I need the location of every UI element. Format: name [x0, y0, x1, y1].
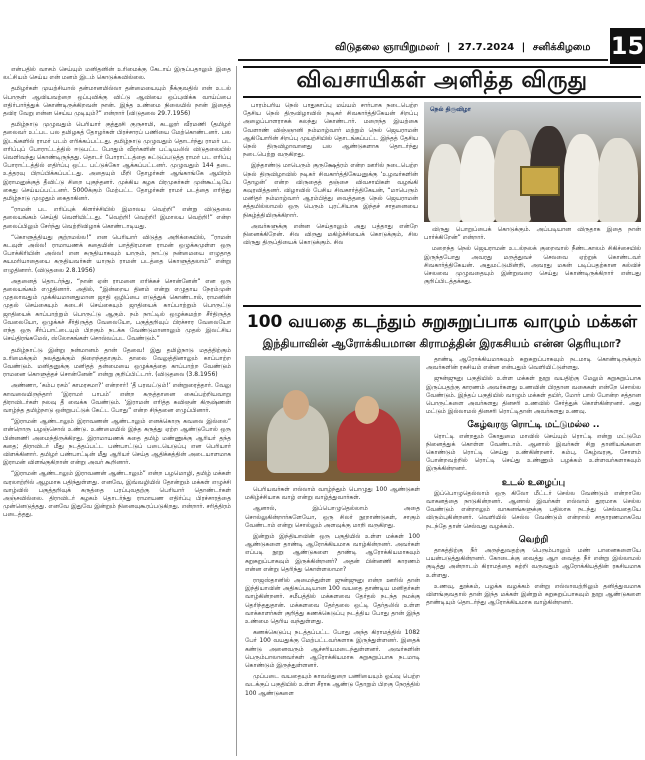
section-heading: உடல் உழைப்பு: [501, 477, 566, 488]
paragraph: அவர்களுக்கு என்ன செய்தாலும் அது பத்தாது என்றே நினைக்கிறேன். சில விருது மகிழ்ச்சியைக் கொடுக்கும், சில விருது திருப்தியைக் கொடுக்கும். சில: [243, 222, 418, 247]
section-heading: கேழ்வரகு ரொட்டி மட்டுமல்ல ..: [467, 420, 600, 431]
paragraph: உணவு, தூக்கம், பழக்க வழக்கம் என்று எல்லாவற்றிலும் தனித்துவமாக விளங்குவதால் தான் இந்த மக்கள் இன்றும் சுறுசுறுப்பாகவும் நூறு ஆண்டுகளை தாண்டியும் தொடர்ந்து ஆரோக்கியமாக வாழ்கின்றனர்.: [426, 582, 641, 607]
paragraph: விருது பொறுப்பைக் கொடுக்கும். அப்படியான விருதாக இதை நான் பார்க்கிறேன்” என்றார்.: [424, 226, 641, 242]
paragraph: என்பதில் வாசம் செய்யும் மனிதனின் உரிமைக்கு கேடாய் இருப்பதாலும் இதை லட்சியம் செய்ய என் மனம் இடம் கொடுக்கவில்லை.: [3, 66, 231, 82]
paragraph: தாகத்திற்கு நீர் அருந்துவதற்கு பெரும்பாலும் மண் பானைகளையே பயன்படுத்துகின்றனர். கோடைக்கு வைத்து ஆற வைத்த நீர் என்று இல்லாமல் குடித்து அன்றாடம் கிராமத்தை சுற்றி வருவதும் ஆரோக்கியத்தின் ரகசியமாக உள்ளது.: [426, 547, 641, 579]
paragraph: இப்பொழுதெல்லாம் ஒரு கிலோ மீட்டர் செல்ல வேண்டும் என்றாலே வாகனத்தை நாடுகின்றனர். ஆனால் இவர்கள் எல்லாம் தூரமாக செல்ல வேண்டும் என்றாலும் வாகனங்களுக்கு பதிலாக நடந்து செல்வதையே விரும்புகின்றனர். வெளியில் செல்ல வேண்டும் என்றால் சாதாரணமாகவே நடந்தே தான் செல்வது வழக்கம்.: [426, 489, 641, 530]
paragraph: ஜுன்ஜுனு பகுதியில் உள்ள மக்கள் நூறு வயதிற்கு மேலும் சுறுசுறுப்பாக இருப்பதற்கு காரணம் அவர்களது உணவின் பிரதான வகைகள் என்றே சொல்ல வேண்டும். இந்தப் பகுதியில் வாழும் மக்கள் தயிர், மோர் பால் போன்ற சத்தான பொருட்களை அவர்களது தினசரி உணவில் சேர்த்துக் கொள்கின்றனர். அது மட்டும் இல்லாமல் தினசரி ரொட்டிதான் அவர்களது உணவு.: [426, 375, 641, 416]
masthead-rule: [238, 59, 608, 61]
award-plaque: [520, 166, 560, 196]
issue-date: 27.7.2024: [457, 42, 515, 53]
paragraph: “ராமன் பட எரிப்புக் கிளர்ச்சியில் இமாலய வெற்றி” என்று விடுதலை தலையங்கம் செய்தி வெளியிட்டது. “வெற்றி! வெற்றி! இமாலய வெற்றி!” என்ற தலைப்பிலும் சேர்ந்து வெற்றிவிழாக் கொண்டாடியது.: [3, 206, 231, 230]
paragraph: “கொளுத்தியது குற்றமல்ல!” என பெரியார் விடுத்த அறிக்கையில், “ராமன் கடவுள் அல்ல! ராமாயணக் கதையின் பாத்திரமான ராமன் ஒழுக்கமுள்ள ஒரு போக்கிரியின் அல்ல! என சுருதியாகவும் யாரும், நாட்டு நன்மையை எழுதாத சுயமரியாதையை கருதியவர்கள் யாரும் ராமன் படத்தை கொளுத்தலாம்” என்று எழுதினார். (விடுதலை 2.8.1956): [3, 233, 231, 274]
paragraph: பெரியவர்கள் எல்லாம் வாழ்ந்தும் பொழுது 100 ஆண்டுகள் மகிழ்ச்சியாக வாழ் என்று வாழ்த்துவார்கள்.: [245, 486, 420, 502]
paragraph: கணக்கெடுப்பு நடத்தப்பட்ட போது அந்த கிராமத்தில் 1082 பேர் 100 வயதுக்கு மேற்பட்டவர்களாக இருந்துள்ளனர். இதைக் கண்டு அனைவரும் ஆச்சரியமடைந்துள்ளனர். அவர்களின் பெரும்பாலானவர்கள் ஆரோக்கியமாக சுறுசுறுப்பாக நடமாடி கொண்டும் இருந்துள்ளனர்.: [245, 629, 420, 670]
paragraph: அதனைத் தொடர்ந்து, “நான் ஏன் ராமனை எரிக்கச் சொன்னேன்” என ஒரு தலையங்கம் எழுதினார். அதில், “இன்றைய தினம் என்று எழுதாய நேரம்முன் முதலாவதும் முக்கியமானதுமான ஜாதி ஒழிப்பை எடுத்துக் கொண்டால், ராமனின் முதல் செய்கையும் கடைசி செய்கையும் ஜாதியைக் காப்பாற்றும் பொருட்டு ஜாதியைக் காப்பாற்றும் பொருட்டு ஆகும். நம் நாட்டில் ஒழுக்கமற்ற சீர்திருத்த வேலையோ, ஒழுக்கச் சீர்திருத்த வேலையோ, பகுத்தறிவுப் பிரச்சார வேலையோ எந்த ஒரு சீர்ப்பாட்டையும் பிறகும் நடக்க வேண்டுமானாலும் முதல் இலட்சிய செய்திரங்கமேல், ஸ்லோகங்கள் சொல்லப்பட வேண்டும்.”: [3, 277, 231, 343]
article-body-right: [426, 356, 641, 756]
article-body-continued: [424, 226, 641, 300]
masthead-text: விடுதலை ஞாயிறுமலர் | 27.7.2024 | சனிக்கிழமை: [335, 42, 591, 53]
elderly-couple-photo: [245, 356, 420, 481]
article-divider: [243, 305, 641, 307]
paragraph: “இராமன் ஆண்டாலும் இராவணன் ஆண்டாலும் எனக்கொரு கவலை இல்லை” என்றொரு பழஞ்சொல் உண்டு. உண்மையில் இந்த கருத்து ஏற்ற ஆண்டுபோல் ஒரு பின்னணி அமைந்திருக்கிறது. இராமாயணக் கதை தமிழ் மண்ணுக்கு ஆரியர் தந்த கதை; திராவிடர் மீது நடத்தப்பட்ட பண்பாட்டுப் படையெடுப்பு என பெரியார் விளக்கினார். தமிழர் பண்பாட்டின் மீது ஆரியர் செய்த ஆதிக்கத்தின் அடையாளமாக இராமன் விளங்குகிறான் என்று அவர் கூறினார்.: [3, 418, 231, 467]
article-subtitle: இந்தியாவின் ஆரோக்கியமான கிராமத்தின் இரகசியம் என்ன தெரியுமா?: [262, 337, 622, 350]
paragraph: இன்றும் இந்தியாவின் ஒரு பகுதியில் உள்ள மக்கள் 100 ஆண்டுகளை தாண்டி ஆரோக்கியமாக வாழ்கின்றனர். அவர்கள் எப்படி நூறு ஆண்டுகளை தாண்டி ஆரோக்கியமாகவும் சுறுசுறுப்பாகவும் இருக்கின்றனர்? அதன் பின்னணி காரணம் என்ன என்று தெரிந்து கொள்ளலாமா?: [245, 533, 420, 573]
paragraph: “இராமன் ஆண்டாலும் இராவணன் ஆண்டாலும்” என்ற பழமொழி, தமிழ் மக்கள் வரலாற்றில் ஆழமாக பதிந்துள்ளது. எனவே, இவ்வழியில் தோன்றும் மக்கள் எழுச்சி வாழ்வில் பகுத்தறிவுக் கருத்தை பரப்புவதற்கு பெரியார் தொண்டர்கள் அஞ்சவில்லை. திராவிடர் கழகம் தொடர்ந்து ராமாயண எதிர்ப்பு பிரச்சாரத்தை முன்னெடுத்தது. எனவே இதுவே இன்றும் நினைவுகூரப்படுகிறது. என்றார். சரித்திரம் படைத்தது.: [3, 470, 231, 519]
paragraph: தமிழ்நாட்டு இன்று நன்மானம் தான் தேவை! இது தமிழ்நாடு மதத்திற்கும் உரிமைக்கும் நலத்துக்கும் நிறைந்ததாகும். தாலை வேலுத்தினாலும் காப்பாற்ற வேண்டும். மனிதனுக்கு மனிதத் தன்மையை ஒழுக்கத்தை காப்பாற்ற வேண்டும் ராமனை கொளுத்தச் சொன்னேன்” என்று குறிப்பிட்டார். (விடுதலை (3.8.1956): [3, 346, 231, 379]
column-divider: [236, 66, 237, 756]
paragraph: தமிழ்நாடு முழுவதும் பெரியார் குத்தூசி குருசாமி, கடலூர் வீரமணி (தமிழர் தலைவர் உட்பட பல தமிழகத் தோழர்கள் பிரச்சாரப் பணியை மேற்கொண்டனர். பல இடங்களில் ராமர் படம் எரிக்கப்பட்டது. தமிழ்நாடு முழுவதும் தொடர்ந்து ராமர் பட எரிப்புப் போராட்டத்தில் ஈடுபட்ட போதும் வீரர்களின் பட்டியலில் விடுதலையில் வெளிவந்து கொண்டிருந்தது. தொடர் போராட்டத்தை சுட்டுப்படுத்த ராமர் பட எரிப்பு போராட்டத்தில் எதிர்ப்பு ஒட்ட பட்டுக்கோ ஆக்கப்பட்டனர். முழுவதும் 144 தடை உத்தரவு பிறப்பிக்கப்பட்டது. அதையும் மீறி தோழர்கள் ஆங்காங்கே ஆயிரம் இராமனுக்குத் தீவிட்டு சிறை புகுந்தனர். முக்கிய கழக பிரமுகர்கள் முன்கூட்டியே கைது செய்யப்பட்டனர். 5000க்கும் மேற்பட்ட தோழர்கள் ராமர் படத்தை எரித்து தமிழ்நாடு முழுதும் கைதாகினர்.: [3, 121, 231, 203]
paragraph: ரொட்டி என்றதும் கோதுமை மாவில் செய்யும் ரொட்டி என்று மட்டுமே நினைத்துக் கொள்ள வேண்டாம். ஆனால் இவர்கள் சிறு தானியங்களை கொண்டும் ரொட்டி செய்து உண்கின்றனர். கம்பு, கேழ்வரகு, சோளம் போன்றவற்றில் ரொட்டி செய்து உண்ணும் பழக்கம் உள்ளவர்களாகவும் இருக்கின்றனர்.: [426, 432, 641, 473]
photo-banner-text: நெல் திருவிழா: [430, 106, 471, 113]
paragraph: தமிழர்கள் முயற்சியால் தன்மானமில்லா தன்மையையும் நீக்குவதில் என் உடல் பொருள் ஆவியவற்றை ஒப்புவிக்கு விட்டு ஆவியை ஒப்புவிக்க வாய்ப்பை எதிர்பார்த்துக் கொண்டிருக்கிறவன் நான். இந்த உண்மை நிலையில் நான் இதைத் தவிர வேறு என்ன செய்ய முடியும்?” என்றார் (விடுதலை 29.7.1956): [3, 85, 231, 118]
article-title: 100 வயதை கடந்தும் சுறுசுறுப்பாக வாழும் மக்கள்: [246, 312, 638, 332]
award-photo: [424, 102, 641, 222]
issue-day: சனிக்கிழமை: [532, 42, 591, 53]
article-title: விவசாயிகள் அளித்த விருது: [296, 68, 588, 93]
section-heading: வெற்றி: [518, 534, 549, 545]
masthead: [0, 0, 645, 62]
article-title-bar: [243, 66, 641, 98]
paragraph: ராஜஸ்தானில் அமைந்துள்ள ஜுன்ஜுனு என்ற ஊரில் தான் இந்தியாவின் அதிகப்படியான 100 வயதை தாண்டிய மனிதர்கள் வாழ்கின்றனர். சமீபத்தில் மக்களவை தேர்தல் நடந்த நமக்கு தெரிந்ததுதான். மக்களவை தேர்தலை ஒட்டி தேர்தலில் உள்ள வாக்காளர்கள் குறித்து கணக்கெடுப்பு நடத்திய போது தான் இந்த உண்மை தெரிய வந்துள்ளது.: [245, 577, 420, 626]
article-longevity-header: [243, 310, 641, 352]
article-body: [243, 102, 418, 302]
section-name: விடுதலை ஞாயிறுமலர்: [335, 42, 440, 53]
article-farmers-award: [243, 66, 641, 302]
paragraph: முப்படை வயதையும் காவல்துறை பணியையும் ஓய்வு பெற்ற வடக்குப் பகுதியில் உள்ள சீராக ஆண்டு தோறும் பிறகு நேரத்தில் 100 ஆண்டுகளை: [245, 673, 420, 697]
paragraph: இந்தாண்டு மாபெரும் குருக்ஷேத்ரம் என்ற ஊரில் நடைபெற்ற நெல் திருவிழாவில் நடிகர் சிவகார்த்திகேயனுக்கு ‘உழவர்களின் தோழன்’ என்ற விருதைத் தஞ்சை விவசாயிகள் வழங்கி கவுரவித்தனர். விழாவில் பேசிய சிவகார்த்திகேயன், “மாபெரும் மனிதர் நம்மாழ்வார் ஆரம்பித்து வைத்ததை நெல் ஜெயராமன் சத்தமில்லாமல் ஒரு பெரும் புரட்சியாக இந்தச் சாதனையை நிகழ்த்தியிருக்கிறார்.: [243, 162, 418, 219]
paragraph: ஆனால், இப்பொழுதெல்லாம் அதை சொல்லுகின்றார்களேயோ, ஒரு சிலர் நூறாண்டுகள், சாகும் வேண்டாம் என்று சொல்லும் அளவுக்கு மாறி வருகிறது.: [245, 505, 420, 529]
paragraph: மறைந்த நெல் ஜெயராமன் உடல்நலக் குறைவால் நீண்டகாலம் சிகிச்சையில் இருந்தபோது அவரது மருத்துவச் செலவை ஏற்றுக் கொண்டவர் சிவகார்த்திகேயன். அதுமட்டுமின்றி, அவரது மகன் படிப்பதற்கான கல்விச் செலவை முழுவதையும் இன்றுவரை செய்து கொண்டிருக்கிறார் என்பது குறிப்பிடத்தக்கது.: [424, 245, 641, 286]
left-column-article: [3, 66, 231, 756]
page-number: 15: [610, 28, 645, 64]
paragraph: பாரம்பரிய நெல் பாதுகாப்பு மய்யம் சார்பாக நடைபெற்ற தேசிய நெல் திருவிழாவில் நடிகர் சிவகார்த்திகேயன் சிறப்பு அழைப்பாளராகக் கலந்து கொண்டார். மறைந்த இயற்கை வேளாண் விஞ்ஞானி நம்மாழ்வார் மற்றும் நெல் ஜெயராமன் ஆகியோரின் சிறப்பு முயற்சியில் தொடங்கப்பட்ட இந்தத் தேசிய நெல் திருவிழாவானது பல ஆண்டுகளாக தொடர்ந்து நடைபெற்று வருகிறது.: [243, 102, 418, 159]
paragraph: தாண்டி ஆரோக்கியமாகவும் சுறுசுறுப்பாகவும் நடமாடி கொண்டிருக்கும் அவர்களின் ரகசியம் என்ன என்பதும் வெளியிட்டுள்ளது.: [426, 356, 641, 372]
article-body-left: [245, 486, 420, 756]
paragraph: அண்ணா, ‘கம்ப ரசம்’ காமரசமா?’ என்றார்! ‘தீ பரவட்டும்!’ என்றுரைத்தார். வேலு காவலையிருந்தார் ‘இராமர் பாபம்’ என்ற கருத்தானை கைப்பற்றியவாறு திராவிடர்கள் நலவு தீ வைக்க வேண்டும். ‘இராமன் எரித்த கவிஞன் கிருஷ்ணன் வாழ்ந்த தமிழ்நாடு ஒன்றுபட்டுக் கேட்ட போது” என்ற சிந்தனை எழுப்பினார்.: [3, 382, 231, 414]
